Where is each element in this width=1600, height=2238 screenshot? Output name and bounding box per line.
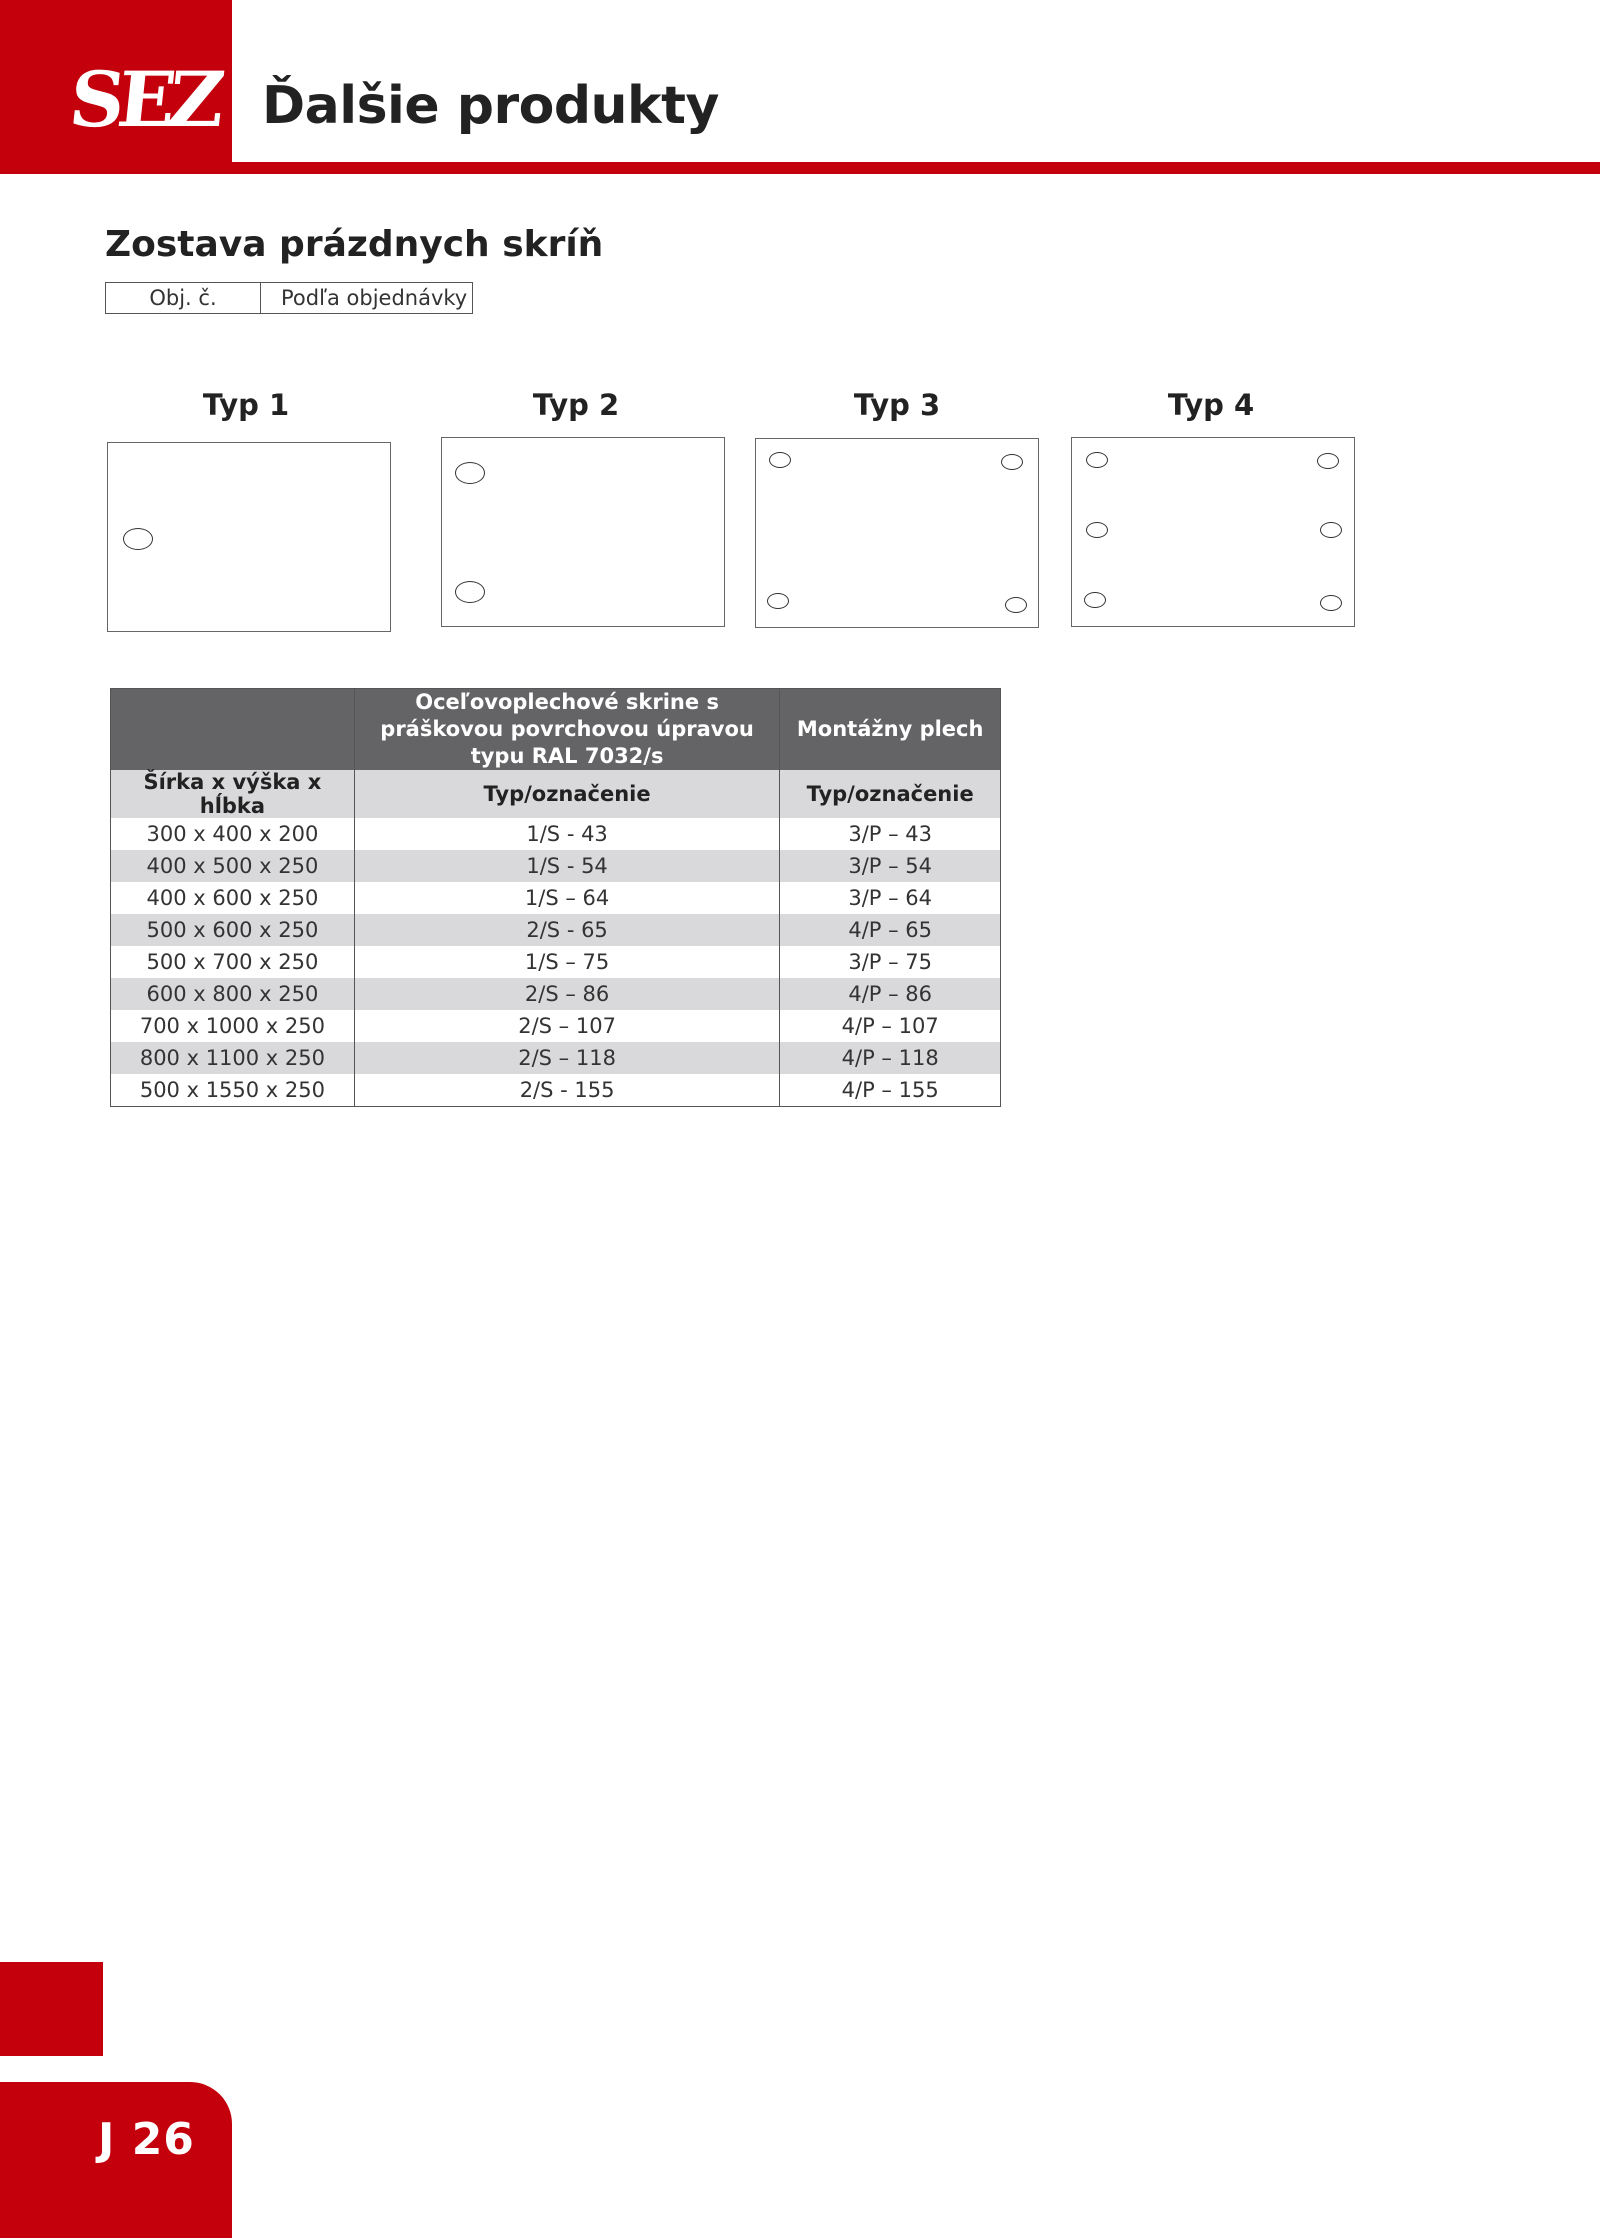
- type-4-label: Typ 4: [1167, 388, 1255, 422]
- cell-size: 800 x 1100 x 250: [111, 1042, 355, 1074]
- order-ref-box: [105, 282, 473, 314]
- cell-plate: 3/P – 64: [780, 882, 1001, 914]
- table-row: [111, 1074, 1001, 1107]
- table-row: [111, 882, 1001, 914]
- hole-icon: [1086, 452, 1108, 468]
- cell-plate: 4/P – 86: [780, 978, 1001, 1010]
- hole-icon: [1005, 597, 1027, 613]
- table-subheader-size: Šírka x výška x hĺbka: [111, 770, 355, 818]
- cell-cabinet: 1/S - 54: [354, 850, 780, 882]
- cell-cabinet: 1/S – 75: [354, 946, 780, 978]
- type-2-label: Typ 2: [532, 388, 620, 422]
- cell-plate: 3/P – 75: [780, 946, 1001, 978]
- section-title: Zostava prázdnych skríň: [105, 224, 604, 265]
- hole-icon: [1084, 592, 1106, 608]
- cell-size: 500 x 700 x 250: [111, 946, 355, 978]
- cell-cabinet: 2/S - 155: [354, 1074, 780, 1107]
- cell-plate: 3/P – 54: [780, 850, 1001, 882]
- cell-plate: 4/P – 118: [780, 1042, 1001, 1074]
- hole-icon: [455, 581, 485, 603]
- hole-icon: [1086, 522, 1108, 538]
- table-header-cabinet: Oceľovoplechové skrine s práškovou povrchovou úpravou typu RAL 7032/s: [354, 689, 780, 771]
- table-header-size: [111, 689, 355, 771]
- cell-cabinet: 1/S - 43: [354, 818, 780, 850]
- header-rule: [232, 162, 1600, 174]
- spec-table: [110, 688, 1001, 1107]
- hole-icon: [1317, 453, 1339, 469]
- cell-cabinet: 2/S – 86: [354, 978, 780, 1010]
- cell-plate: 3/P – 43: [780, 818, 1001, 850]
- table-subheader-cabinet: Typ/označenie: [354, 770, 780, 818]
- cell-plate: 4/P – 155: [780, 1074, 1001, 1107]
- cell-size: 300 x 400 x 200: [111, 818, 355, 850]
- page-number: J 26: [98, 2114, 195, 2165]
- table-row: [111, 978, 1001, 1010]
- cell-size: 600 x 800 x 250: [111, 978, 355, 1010]
- cell-cabinet: 2/S - 65: [354, 914, 780, 946]
- order-ref-value: Podľa objednávky: [281, 286, 468, 310]
- table-header-row: [111, 689, 1001, 771]
- cell-cabinet: 2/S – 107: [354, 1010, 780, 1042]
- table-header-plate: Montážny plech: [780, 689, 1001, 771]
- footer-accent-square: [0, 1962, 103, 2056]
- sez-logo: SEZ: [65, 55, 223, 144]
- hole-icon: [455, 462, 485, 484]
- logo-block: [0, 0, 232, 174]
- hole-icon: [1320, 595, 1342, 611]
- cell-plate: 4/P – 65: [780, 914, 1001, 946]
- type-3-label: Typ 3: [853, 388, 941, 422]
- type-4-diagram: [1071, 437, 1355, 627]
- type-1-label: Typ 1: [202, 388, 290, 422]
- cell-size: 500 x 600 x 250: [111, 914, 355, 946]
- table-subheader-row: [111, 770, 1001, 818]
- cell-plate: 4/P – 107: [780, 1010, 1001, 1042]
- cell-size: 400 x 500 x 250: [111, 850, 355, 882]
- page-title: Ďalšie produkty: [262, 76, 719, 136]
- table-subheader-plate: Typ/označenie: [780, 770, 1001, 818]
- type-3-diagram: [755, 438, 1039, 628]
- hole-icon: [1001, 454, 1023, 470]
- cell-cabinet: 2/S – 118: [354, 1042, 780, 1074]
- type-1-diagram: [107, 442, 391, 632]
- cell-size: 500 x 1550 x 250: [111, 1074, 355, 1107]
- table-row: [111, 850, 1001, 882]
- table-row: [111, 946, 1001, 978]
- hole-icon: [767, 593, 789, 609]
- cell-cabinet: 1/S – 64: [354, 882, 780, 914]
- table-row: [111, 914, 1001, 946]
- cell-size: 400 x 600 x 250: [111, 882, 355, 914]
- table-row: [111, 1010, 1001, 1042]
- cell-size: 700 x 1000 x 250: [111, 1010, 355, 1042]
- hole-icon: [769, 452, 791, 468]
- order-ref-label: Obj. č.: [106, 283, 261, 313]
- hole-icon: [1320, 522, 1342, 538]
- table-row: [111, 818, 1001, 850]
- type-2-diagram: [441, 437, 725, 627]
- table-row: [111, 1042, 1001, 1074]
- hole-icon: [123, 528, 153, 550]
